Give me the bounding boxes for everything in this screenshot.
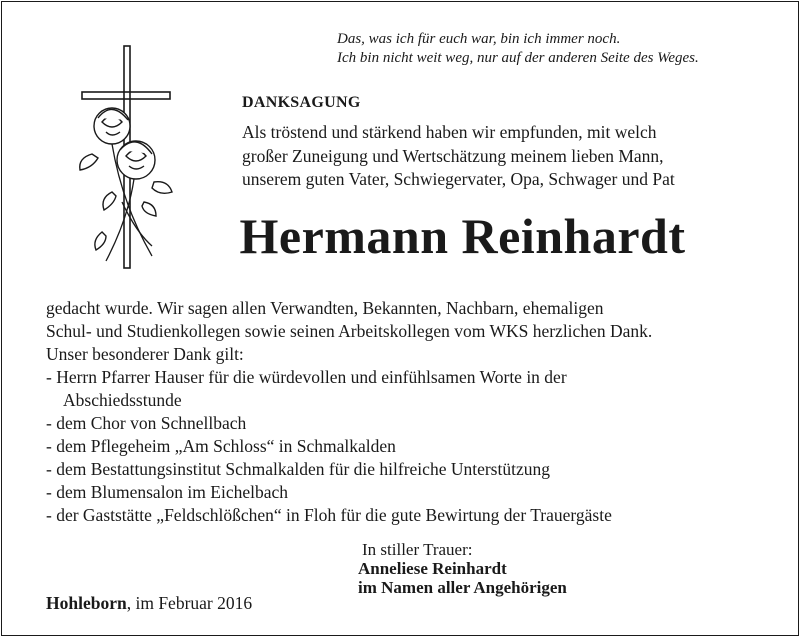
memorial-quote [337,30,699,68]
intro-line: Als tröstend und stärkend haben wir empfunden, mit welch [242,122,657,142]
list-item-continuation: Abschiedsstunde [63,390,182,410]
place-date [46,593,252,614]
list-item: - dem Pflegeheim „Am Schloss“ in Schmalkalden [46,436,396,456]
list-item: - dem Chor von Schnellbach [46,413,247,433]
signature-block [358,540,567,597]
intro-line: großer Zuneigung und Wertschätzung meinem lieben Mann, [242,145,664,166]
signature-family: im Namen aller Angehörigen [358,578,567,597]
place-name: Hohleborn [46,593,127,613]
signature-name: Anneliese Reinhardt [358,559,507,578]
signature-intro: In stiller Trauer: [362,540,473,559]
thanks-list [46,366,766,527]
quote-line: Das, was ich für euch war, bin ich immer noch. [337,31,621,47]
body-line: gedacht wurde. Wir sagen allen Verwandten, Bekannten, Nachbarn, ehemaligen [46,298,604,318]
list-item: - dem Blumensalon im Eichelbach [46,482,289,502]
heading-danksagung: DANKSAGUNG [242,94,361,111]
deceased-name-wrapper [2,207,798,265]
date-text: , im Februar 2016 [126,593,253,613]
special-thanks-heading: Unser besonderer Dank gilt: [46,344,244,364]
thanks-body [46,297,766,527]
quote-line: Ich bin nicht weit weg, nur auf der anderen Seite des Weges. [337,50,699,66]
list-item: - der Gaststätte „Feldschlößchen“ in Floh für die gute Bewirtung der Trauergäste [46,505,612,525]
body-line: Schul- und Studienkollegen sowie seinen Arbeitskollegen vom WKS herzlichen Dank. [46,321,653,341]
deceased-name: Hermann Reinhardt [239,208,686,264]
obituary-notice [1,1,799,636]
list-item: - dem Bestattungsinstitut Schmalkalden für die hilfreiche Unterstützung [46,459,550,479]
intro-line: unserem guten Vater, Schwiegervater, Opa, Schwager und Pat [242,169,675,189]
list-item: - Herrn Pfarrer Hauser für die würdevollen und einfühlsamen Worte in der [46,367,567,387]
intro-text [242,121,675,192]
